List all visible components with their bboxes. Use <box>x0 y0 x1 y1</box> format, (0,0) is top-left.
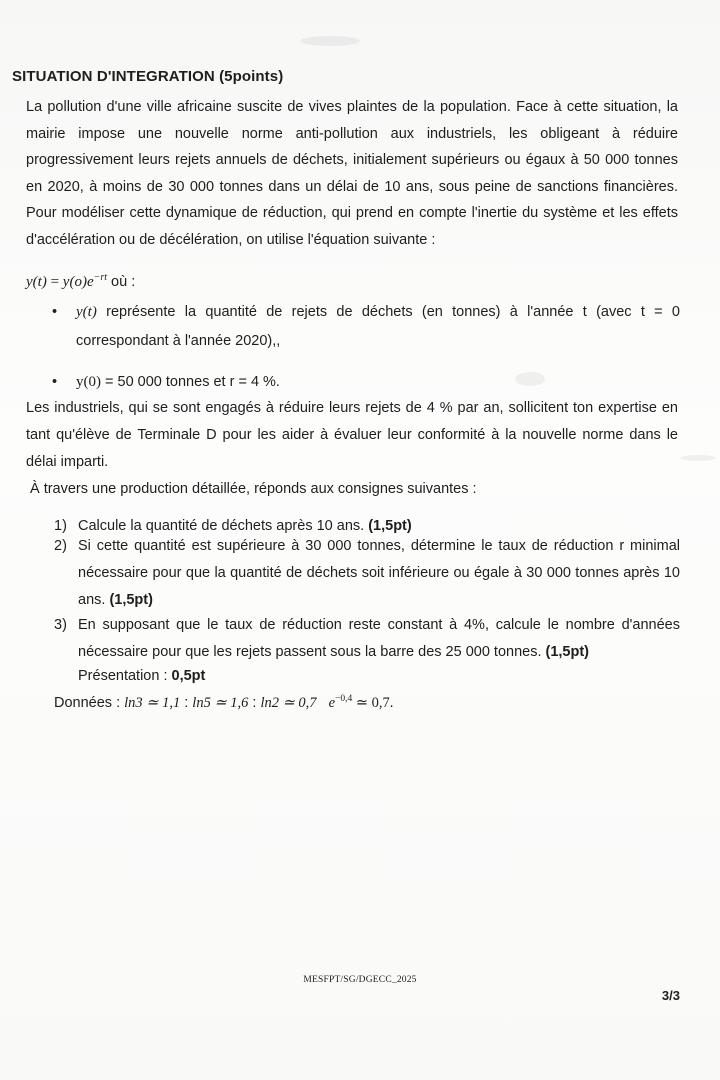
bullet-math: y(0) <box>76 374 101 390</box>
question-text: Calcule la quantité de déchets après 10 ans. <box>78 518 369 534</box>
formula-rhs-base: y(o)e <box>62 274 94 290</box>
question-points: (1,5pt) <box>109 592 153 608</box>
formula-suffix: où : <box>107 274 136 290</box>
bullet-dot-icon: • <box>52 374 58 390</box>
question-number: 2) <box>54 538 67 554</box>
donnees-separator: : <box>248 694 261 711</box>
context-paragraph: Les industriels, qui se sont engagés à réduire leurs rejets de 4 % par an, sollicitent ton expertise en tant qu'élève de Terminale D pour les aider à évaluer leur conformité à la nouvelle norme dans le délai imparti. <box>26 400 678 470</box>
bullet-item <box>52 298 680 356</box>
section-title: SITUATION D'INTEGRATION (5points) <box>12 68 284 85</box>
formula <box>26 272 135 291</box>
presentation-label: Présentation : <box>78 668 172 684</box>
footer-code: MESFPT/SG/DGECC_2025 <box>303 975 417 985</box>
donnees-label: Données : <box>54 694 125 711</box>
bullet-dot-icon: • <box>52 304 58 320</box>
donnees-line <box>54 694 393 712</box>
donnees-ln5: ln5 ≃ 1,6 <box>192 694 249 711</box>
instruction-text: À travers une production détaillée, réponds aux consignes suivantes : <box>30 481 477 497</box>
intro-paragraph: La pollution d'une ville africaine suscite de vives plaintes de la population. Face à cette situation, la mairie impose une nouvelle norme anti-pollution aux industriels, les obligeant à réduire progressivement leurs rejets annuels de déchets, initialement supérieurs ou égaux à 50 000 tonnes en 2020, à moins de 30 000 tonnes dans un délai de 10 ans, sous peine de sanctions financières. Pour modéliser cette dynamique de réduction, qui prend en compte l'inertie du système et les effets d'accélération ou de décélération, on utilise l'équation suivante : <box>26 99 678 248</box>
question-points: (1,5pt) <box>545 644 590 660</box>
donnees-ln2: ln2 ≃ 0,7 <box>260 694 317 711</box>
question-item <box>54 533 680 614</box>
bullet-text: représente la quantité de rejets de déchets (en tonnes) à l'année t (avec t = 0 correspondant à l'année 2020),, <box>76 304 680 349</box>
donnees-exp-exponent: −0,4 <box>335 694 353 704</box>
presentation-line <box>78 668 205 684</box>
question-item <box>54 612 680 666</box>
question-points: (1,5pt) <box>368 518 412 534</box>
page-number: 3/3 <box>661 988 680 1003</box>
paper-smudge <box>300 36 360 46</box>
presentation-points: 0,5pt <box>171 668 206 684</box>
question-text: En supposant que le taux de réduction reste constant à 4%, calcule le nombre d'années nécessaire pour que les rejets passent sous la barre des 25 000 tonnes. <box>78 617 680 660</box>
question-number: 3) <box>54 617 67 633</box>
donnees-exp-value: ≃ 0,7. <box>352 694 394 711</box>
bullet-math: y(t) <box>76 304 97 320</box>
bullet-text: = 50 000 tonnes et r = 4 %. <box>101 374 280 390</box>
paper-smudge <box>680 455 716 461</box>
formula-equals: = <box>46 274 63 290</box>
question-text: Si cette quantité est supérieure à 30 000 tonnes, détermine le taux de réduction r minimal nécessaire pour que la quantité de déchets soit inférieure ou égale à 30 000 tonnes après 10 ans. <box>78 538 680 608</box>
donnees-exp-base: e <box>328 694 336 711</box>
donnees-ln3: ln3 ≃ 1,1 <box>124 694 181 711</box>
formula-rhs-exponent: −rt <box>93 272 108 283</box>
bullet-item <box>52 368 680 397</box>
donnees-separator: : <box>180 694 193 711</box>
formula-lhs: y(t) <box>26 274 47 290</box>
question-number: 1) <box>54 518 67 534</box>
